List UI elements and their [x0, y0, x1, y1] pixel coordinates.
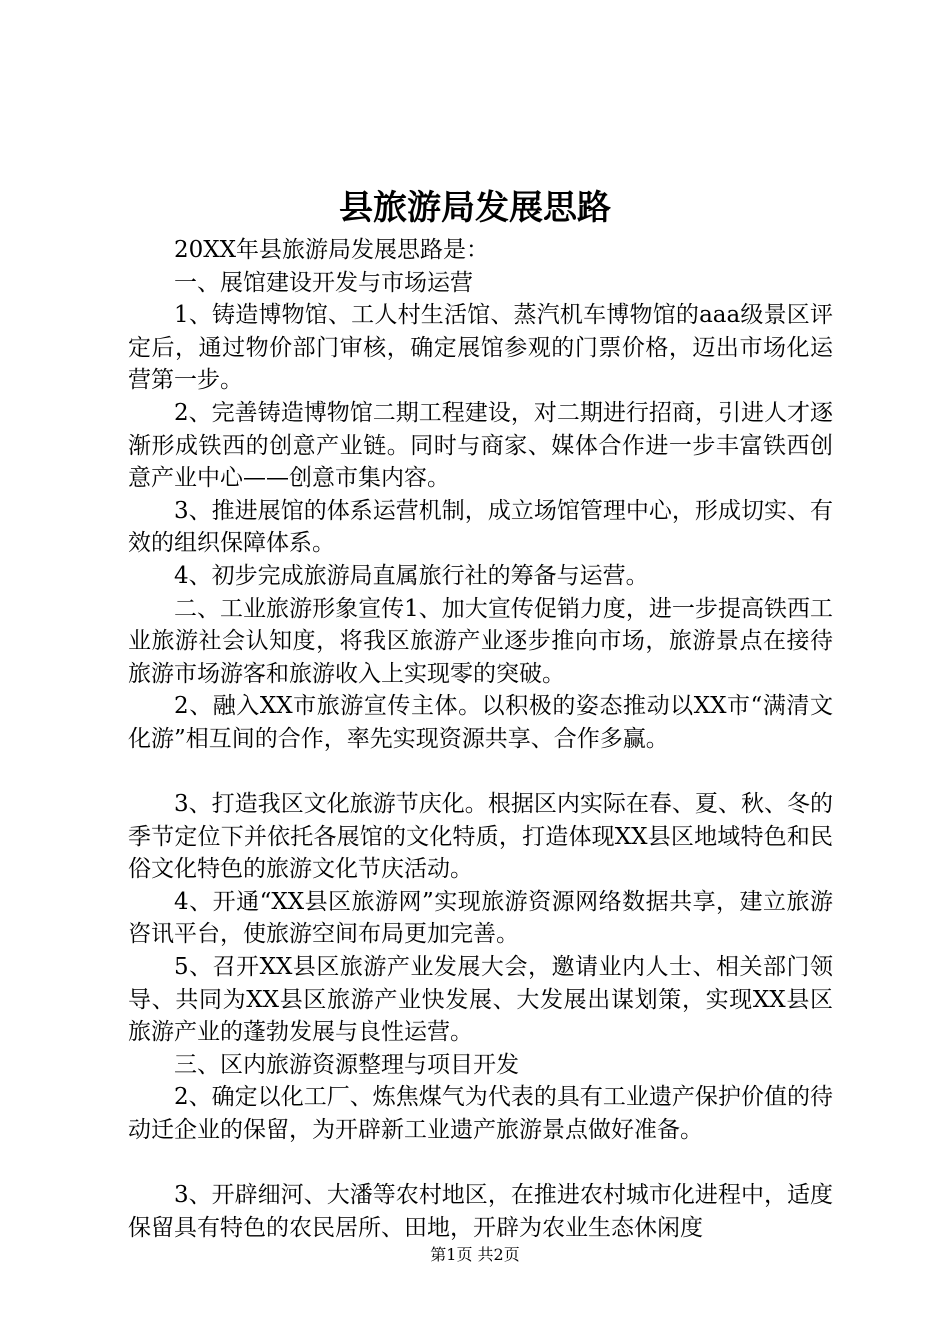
- section-heading-3: 三、区内旅游资源整理与项目开发: [174, 1051, 519, 1078]
- paragraph: 3、开辟细河、大潘等农村地区，在推进农村城市化进程中，适度保留具有特色的农民居所、田地，开辟为农业生态休闲度: [128, 1182, 833, 1241]
- paragraph: 2、融入XX市旅游宣传主体。以积极的姿态推动以XX市“满清文化游”相互间的合作，率先实现资源共享、合作多赢。: [128, 693, 833, 752]
- page-footer: 第1页 共2页: [430, 1245, 520, 1264]
- paragraph: 3、推进展馆的体系运营机制，成立场馆管理中心，形成切实、有效的组织保障体系。: [128, 497, 833, 557]
- paragraph: 4、开通“XX县区旅游网”实现旅游资源网络数据共享，建立旅游咨讯平台，使旅游空间布局更加完善。: [128, 888, 833, 948]
- paragraph: 1、铸造博物馆、工人村生活馆、蒸汽机车博物馆的aaa级景区评定后，通过物价部门审核，确定展馆参观的门票价格，迈出市场化运营第一步。: [128, 302, 833, 394]
- document-body: [128, 234, 833, 1244]
- section-heading-1: 一、展馆建设开发与市场运营: [174, 269, 473, 296]
- paragraph: 3、打造我区文化旅游节庆化。根据区内实际在春、夏、秋、冬的季节定位下并依托各展馆的文化特质，打造体现XX县区地域特色和民俗文化特色的旅游文化节庆活动。: [128, 791, 833, 883]
- paragraph: 5、召开XX县区旅游产业发展大会，邀请业内人士、相关部门领导、共同为XX县区旅游产业快发展、大发展出谋划策，实现XX县区旅游产业的蓬勃发展与良性运营。: [128, 954, 833, 1046]
- paragraph-intro: 20XX年县旅游局发展思路是：: [174, 237, 490, 263]
- paragraph: 2、完善铸造博物馆二期工程建设，对二期进行招商，引进人才逐渐形成铁西的创意产业链。同时与商家、媒体合作进一步丰富铁西创意产业中心——创意市集内容。: [128, 399, 833, 492]
- document-title: 县旅游局发展思路: [339, 188, 611, 228]
- paragraph: 4、初步完成旅游局直属旅行社的筹备与运营。: [174, 562, 649, 589]
- paragraph: 二、工业旅游形象宣传1、加大宣传促销力度，进一步提高铁西工业旅游社会认知度，将我区旅游产业逐步推向市场，旅游景点在接待旅游市场游客和旅游收入上实现零的突破。: [128, 595, 833, 687]
- paragraph: 2、确定以化工厂、炼焦煤气为代表的具有工业遗产保护价值的待动迁企业的保留，为开辟新工业遗产旅游景点做好准备。: [128, 1084, 833, 1144]
